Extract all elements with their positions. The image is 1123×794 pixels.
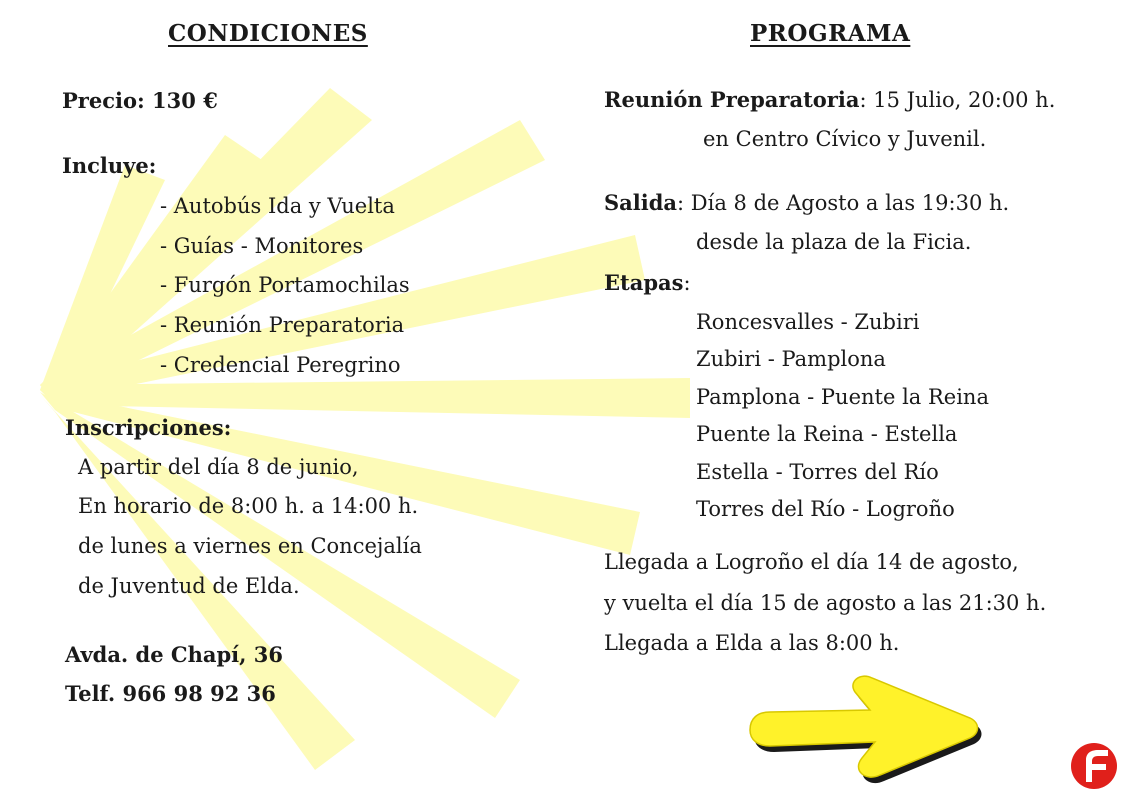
address: Avda. de Chapí, 36 — [65, 642, 284, 667]
arrival-line: Llegada a Elda a las 8:00 h. — [604, 631, 900, 655]
includes-item: - Autobús Ida y Vuelta — [160, 194, 395, 218]
departure-line — [604, 190, 1009, 215]
departure-label: Salida — [604, 190, 678, 215]
stage-item: Puente la Reina - Estella — [696, 422, 958, 446]
stage-item: Roncesvalles - Zubiri — [696, 310, 920, 334]
brand-logo-icon — [1070, 742, 1118, 790]
stages-line — [604, 270, 691, 295]
registration-title: Inscripciones: — [65, 415, 232, 440]
stage-item: Zubiri - Pamplona — [696, 347, 886, 371]
meeting-place: en Centro Cívico y Juvenil. — [703, 127, 987, 151]
meeting-line — [604, 87, 1055, 112]
yellow-arrow-icon — [740, 670, 985, 785]
registration-line: A partir del día 8 de junio, — [78, 455, 359, 479]
includes-title: Incluye: — [62, 153, 157, 178]
arrival-line: Llegada a Logroño el día 14 de agosto, — [604, 550, 1019, 574]
stage-item: Pamplona - Puente la Reina — [696, 385, 989, 409]
departure-place: desde la plaza de la Ficia. — [696, 230, 972, 254]
includes-item: - Furgón Portamochilas — [160, 273, 410, 297]
stages-colon: : — [683, 271, 691, 295]
registration-line: En horario de 8:00 h. a 14:00 h. — [78, 494, 419, 518]
stage-item: Estella - Torres del Río — [696, 460, 939, 484]
includes-item: - Credencial Peregrino — [160, 353, 401, 377]
phone: Telf. 966 98 92 36 — [65, 681, 276, 706]
stages-label: Etapas — [604, 270, 684, 295]
conditions-heading: CONDICIONES — [168, 20, 368, 47]
registration-line: de lunes a viernes en Concejalía — [78, 534, 422, 558]
stage-item: Torres del Río - Logroño — [696, 497, 955, 521]
arrival-line: y vuelta el día 15 de agosto a las 21:30 h. — [604, 591, 1047, 615]
program-heading: PROGRAMA — [750, 20, 911, 47]
registration-line: de Juventud de Elda. — [78, 574, 300, 598]
includes-item: - Reunión Preparatoria — [160, 313, 405, 337]
meeting-value: : 15 Julio, 20:00 h. — [859, 88, 1056, 112]
meeting-label: Reunión Preparatoria — [604, 87, 860, 112]
includes-item: - Guías - Monitores — [160, 234, 364, 258]
price: Precio: 130 € — [62, 88, 218, 113]
departure-value: : Día 8 de Agosto a las 19:30 h. — [677, 191, 1010, 215]
